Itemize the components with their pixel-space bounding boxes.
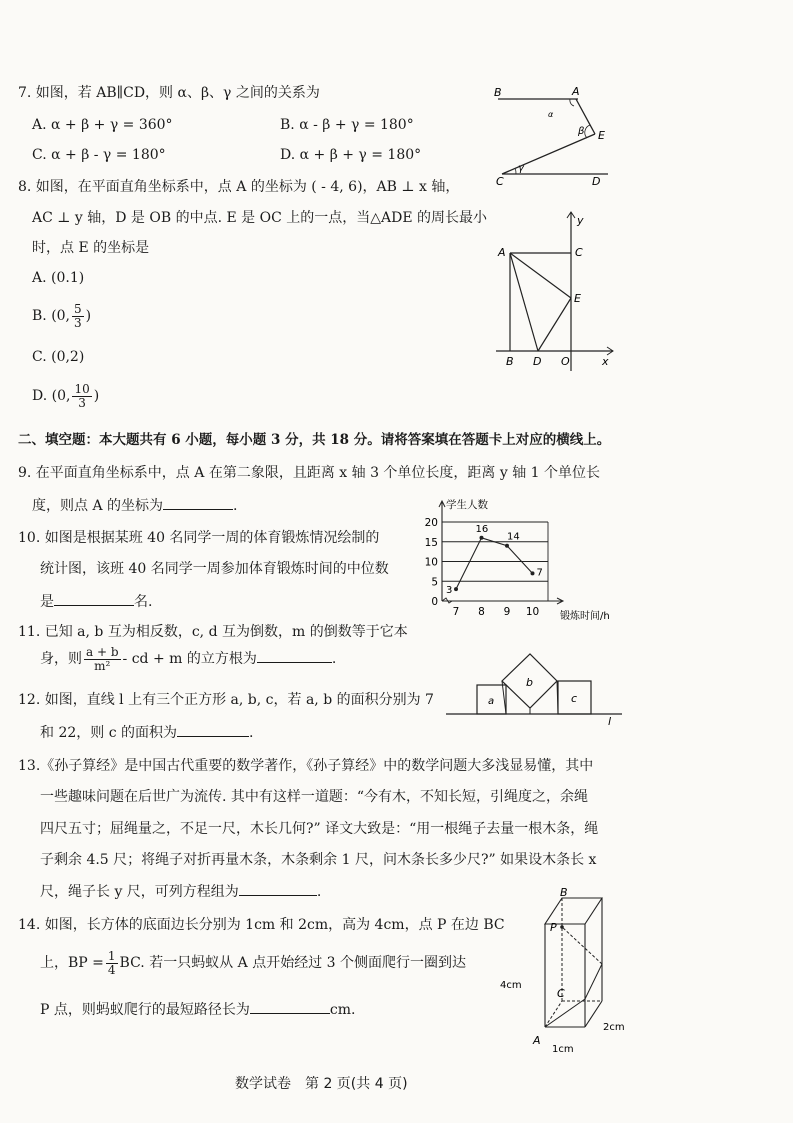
q8-option-b-pre: B. (0, bbox=[32, 308, 71, 324]
q7-option-a: A. α + β + γ = 360° bbox=[32, 117, 173, 133]
q8-line-3: 时，点 E 的坐标是 bbox=[32, 240, 150, 256]
q8-figure bbox=[488, 206, 620, 374]
page-footer: 数学试卷 第 2 页(共 4 页) bbox=[235, 1076, 408, 1092]
q8-option-b bbox=[32, 302, 91, 330]
q8-option-b-denominator: 3 bbox=[74, 315, 82, 330]
q14-line-2-rest: BC. 若一只蚂蚁从 A 点开始经过 3 个侧面爬行一圈到达 bbox=[119, 955, 467, 971]
q8-option-b-post: ) bbox=[85, 308, 92, 324]
q10-line-3-text: 是 bbox=[40, 594, 54, 610]
q8-option-d bbox=[32, 382, 99, 410]
q10-ytick-0: 0 bbox=[431, 596, 438, 608]
q10-chart-series bbox=[446, 524, 543, 596]
q14-denominator: 4 bbox=[107, 962, 116, 977]
q12-answer-blank[interactable] bbox=[177, 722, 249, 737]
q10-line-3-end: 名. bbox=[134, 594, 153, 610]
q11-line-2 bbox=[40, 644, 336, 674]
q8-label-x: x bbox=[602, 355, 609, 368]
q8-line-2: AC ⊥ y 轴，D 是 OB 的中点. E 是 OC 上的一点，当△ADE 的周长最小 bbox=[32, 210, 488, 226]
q14-path-1 bbox=[545, 999, 585, 1027]
q7-label-beta: β bbox=[578, 126, 585, 137]
q11-line-2-mid: - cd + m 的立方根为 bbox=[122, 651, 257, 667]
q10-ytick-5: 5 bbox=[431, 576, 438, 589]
q10-data-label-8: 16 bbox=[475, 523, 489, 535]
q11-line-2-text: 身，则 bbox=[40, 651, 82, 667]
q11-denominator: m² bbox=[94, 658, 111, 673]
q7-figure bbox=[488, 82, 618, 190]
q8-label-y: y bbox=[577, 214, 584, 227]
q8-segment-ae bbox=[510, 253, 571, 298]
q11-line-2-end: . bbox=[331, 651, 337, 667]
q8-label-b: B bbox=[506, 355, 514, 368]
q9-answer-blank[interactable] bbox=[163, 495, 233, 510]
q11-numerator: a + b bbox=[86, 644, 119, 659]
q14-line-2-text: 上，BP = bbox=[40, 955, 104, 971]
q9-line-1: 9. 在平面直角坐标系中，点 A 在第二象限，且距离 x 轴 3 个单位长度，距离 y 轴 1 个单位长 bbox=[18, 465, 601, 481]
q10-line-chart bbox=[420, 495, 618, 623]
q8-label-c: C bbox=[575, 246, 583, 259]
q10-point-9 bbox=[505, 544, 509, 548]
q10-chart-ylabel: 学生人数 bbox=[446, 499, 488, 511]
q7-label-c: C bbox=[496, 175, 504, 188]
q10-xtick-7: 7 bbox=[452, 606, 460, 618]
q14-numerator: 1 bbox=[107, 948, 116, 963]
q8-line-1: 8. 如图，在平面直角坐标系中，点 A 的坐标为 ( - 4, 6)，AB ⊥ x 轴， bbox=[18, 179, 460, 195]
q14-label-b: B bbox=[560, 886, 568, 899]
q10-point-10 bbox=[531, 571, 535, 575]
q8-segment-ad bbox=[510, 253, 538, 351]
q14-label-c: C bbox=[557, 987, 565, 1000]
q12-label-l: l bbox=[608, 715, 612, 726]
q11-fraction bbox=[84, 646, 121, 673]
q7-angle-alpha-arc bbox=[570, 99, 574, 106]
q8-option-a: A. (0.1) bbox=[32, 270, 85, 286]
q7-angle-gamma-arc bbox=[515, 168, 516, 174]
q14-line-3 bbox=[40, 999, 355, 1020]
q8-option-c: C. (0,2) bbox=[32, 349, 85, 365]
q14-fraction bbox=[106, 950, 118, 977]
q10-ytick-15: 15 bbox=[424, 536, 438, 549]
q14-label-p: P bbox=[550, 921, 557, 934]
q14-edge-bottom-left-hidden bbox=[545, 1001, 562, 1027]
q10-ytick-20: 20 bbox=[424, 517, 438, 529]
q8-option-d-pre: D. (0, bbox=[32, 388, 71, 404]
q14-label-width-1: 1cm bbox=[552, 1044, 574, 1055]
q11-line-1: 11. 已知 a, b 互为相反数，c, d 互为倒数，m 的倒数等于它本 bbox=[18, 624, 408, 640]
q12-line-2 bbox=[40, 722, 253, 743]
q12-label-a: a bbox=[488, 696, 495, 707]
q11-answer-blank[interactable] bbox=[257, 648, 332, 663]
q14-line-3-end: cm. bbox=[329, 1002, 356, 1018]
q14-point-p bbox=[560, 925, 564, 929]
q13-line-5-text: 尺，绳子长 y 尺，可列方程组为 bbox=[40, 884, 239, 900]
q10-xtick-8: 8 bbox=[478, 606, 485, 618]
q10-xtick-10: 10 bbox=[525, 606, 540, 618]
q7-option-b: B. α - β + γ = 180° bbox=[280, 117, 414, 133]
q13-line-1: 13.《孙子算经》是中国古代重要的数学著作，《孙子算经》中的数学问题大多浅显易懂，其中 bbox=[18, 758, 594, 774]
q7-stem: 7. 如图，若 AB∥CD，则 α、β、γ 之间的关系为 bbox=[18, 85, 320, 101]
q10-point-7 bbox=[454, 587, 458, 591]
q13-line-5 bbox=[40, 881, 321, 902]
q9-line-2-text: 度，则点 A 的坐标为 bbox=[32, 498, 164, 514]
q7-line-ce bbox=[502, 134, 595, 174]
q12-line-2-end: . bbox=[249, 725, 254, 741]
q7-label-a: A bbox=[572, 85, 580, 98]
q7-option-d: D. α + β + γ = 180° bbox=[280, 147, 422, 163]
q12-label-c: c bbox=[571, 692, 578, 705]
q14-path-3-hidden bbox=[562, 927, 602, 964]
q7-label-b: B bbox=[494, 86, 502, 99]
q10-answer-blank[interactable] bbox=[54, 591, 134, 606]
q14-edge-bottom-right bbox=[585, 1001, 602, 1027]
q12-label-b: b bbox=[526, 676, 533, 689]
q8-label-a: A bbox=[498, 246, 506, 259]
q13-line-2: 一些趣味问题在后世广为流传. 其中有这样一道题：“今有木，不知长短，引绳度之，余绳 bbox=[40, 789, 589, 805]
q13-line-4: 子剩余 4.5 尺；将绳子对折再量木条，木条剩余 1 尺，问木条长多少尺?” 如果设木条长 x bbox=[40, 852, 597, 868]
q8-option-d-denominator: 3 bbox=[78, 395, 86, 410]
q10-chart-xlabel: 锻炼时间/h bbox=[560, 611, 610, 622]
q14-line-3-text: P 点，则蚂蚁爬行的最短路径长为 bbox=[40, 1002, 250, 1018]
q14-line-1: 14. 如图，长方体的底面边长分别为 1cm 和 2cm，高为 4cm，点 P 在边 BC bbox=[18, 917, 505, 933]
q8-option-b-fraction bbox=[72, 303, 84, 330]
q8-segment-de bbox=[538, 298, 571, 351]
q7-option-c: C. α + β - γ = 180° bbox=[32, 147, 166, 163]
q13-line-3: 四尺五寸；屈绳量之，不足一尺，木长几何?” 译文大致是：“用一根绳子去量一根木条，绳 bbox=[40, 821, 599, 837]
q14-label-width-2: 2cm bbox=[603, 1022, 625, 1033]
q9-line-2-end: . bbox=[233, 498, 238, 514]
q14-figure bbox=[500, 884, 635, 1060]
q10-xtick-9: 9 bbox=[503, 606, 511, 618]
q10-point-8 bbox=[480, 536, 484, 540]
q8-option-d-numerator: 10 bbox=[74, 381, 90, 396]
q14-line-2 bbox=[40, 946, 466, 980]
q10-line-1: 10. 如图是根据某班 40 名同学一周的体育锻炼情况绘制的 bbox=[18, 530, 380, 546]
q14-label-a: A bbox=[533, 1034, 541, 1047]
q12-connector-left bbox=[502, 681, 506, 714]
q8-option-d-post: ) bbox=[93, 388, 100, 404]
q14-label-height: 4cm bbox=[500, 980, 522, 991]
q8-label-e: E bbox=[574, 292, 581, 305]
q10-data-label-10: 7 bbox=[536, 567, 543, 579]
q10-line-2: 统计图，该班 40 名同学一周参加体育锻炼时间的中位数 bbox=[40, 561, 389, 577]
q7-label-gamma: γ bbox=[518, 163, 524, 174]
q7-label-alpha: α bbox=[548, 110, 554, 119]
q10-data-label-7: 3 bbox=[446, 585, 453, 597]
q13-line-5-end: . bbox=[316, 884, 322, 900]
q10-data-label-9: 14 bbox=[507, 531, 520, 543]
q10-line-3 bbox=[40, 591, 152, 612]
q12-figure bbox=[444, 648, 624, 726]
q12-line-1: 12. 如图，直线 l 上有三个正方形 a, b, c，若 a, b 的面积分别为 7 bbox=[18, 692, 434, 708]
q8-label-d: D bbox=[533, 355, 542, 368]
q7-label-e: E bbox=[598, 129, 605, 142]
q7-label-d: D bbox=[592, 175, 601, 188]
section-2-heading: 二、填空题：本大题共有 6 小题，每小题 3 分，共 18 分。请将答案填在答题卡上对应的横线上。 bbox=[18, 432, 611, 448]
q14-path-2 bbox=[585, 964, 602, 999]
q8-option-b-numerator: 5 bbox=[74, 301, 82, 316]
q13-answer-blank[interactable] bbox=[239, 881, 317, 896]
q9-line-2 bbox=[32, 495, 237, 516]
q14-answer-blank[interactable] bbox=[250, 999, 330, 1014]
q8-option-d-fraction bbox=[72, 383, 91, 410]
q10-ytick-10: 10 bbox=[424, 556, 438, 569]
q12-line-2-text: 和 22，则 c 的面积为 bbox=[40, 725, 178, 741]
q8-label-o: O bbox=[561, 355, 570, 368]
